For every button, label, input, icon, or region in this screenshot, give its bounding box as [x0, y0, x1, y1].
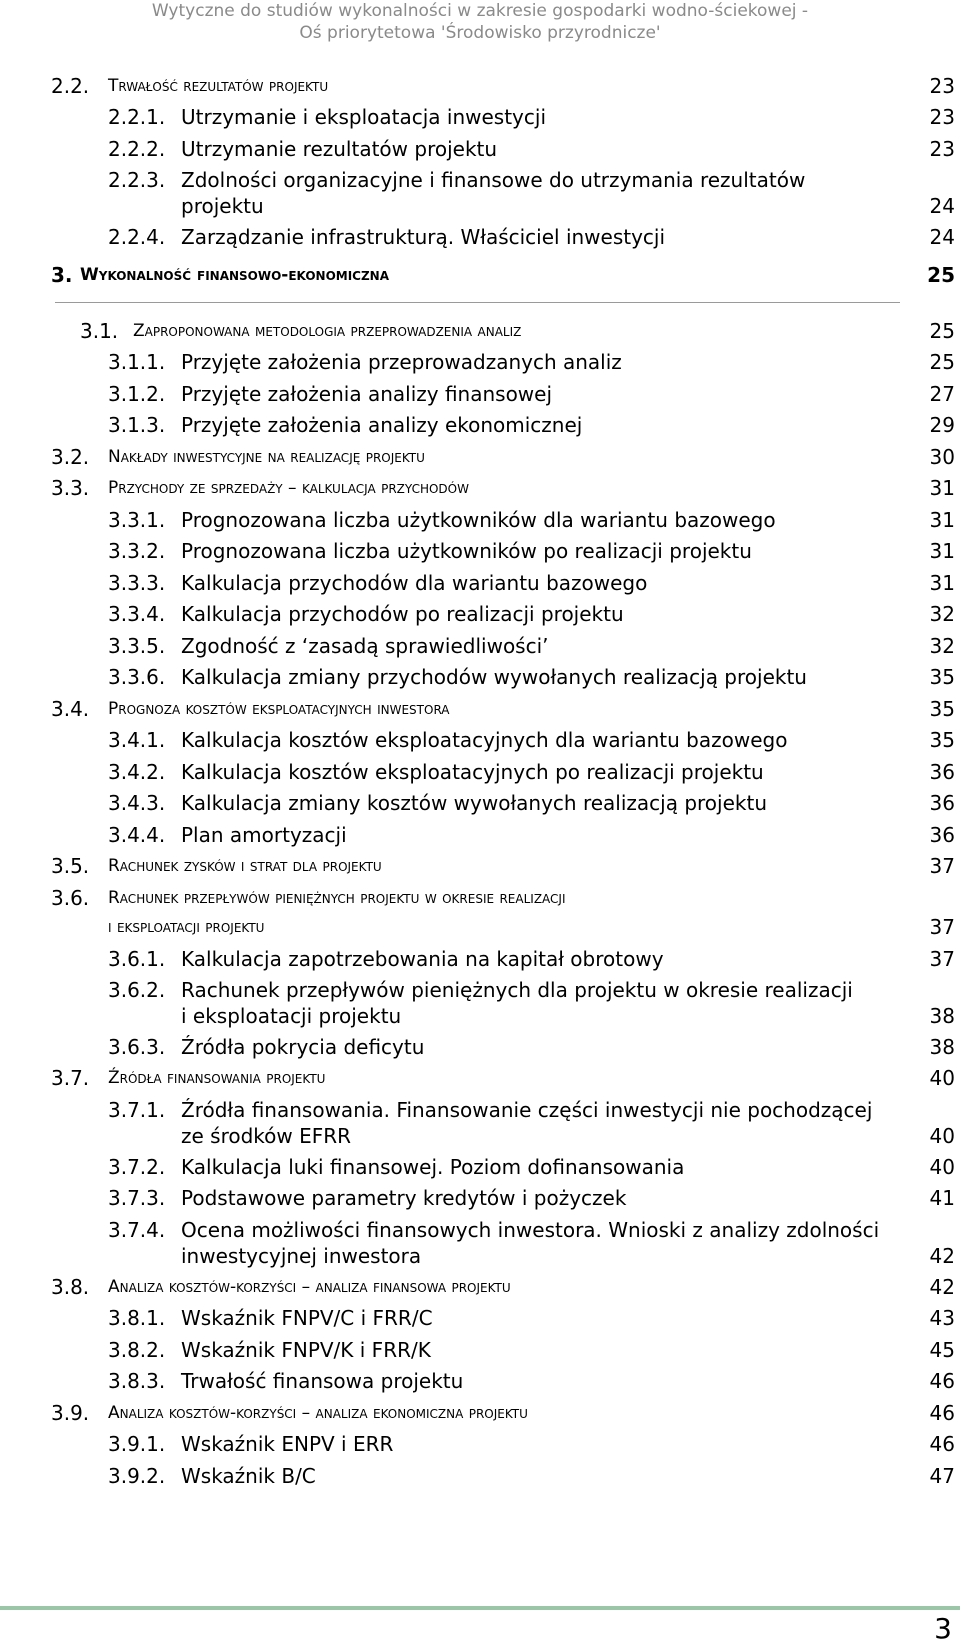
toc-entry-page: 24	[929, 225, 955, 249]
toc-entry-number: 3.3.2.	[108, 539, 166, 563]
toc-entry-page: 24	[929, 194, 955, 218]
toc-entry-title: Plan amortyzacji	[181, 823, 347, 847]
toc-entry-number: 3.7.3.	[108, 1186, 166, 1210]
toc-entry-number: 3.3.5.	[108, 634, 166, 658]
toc-entry-number: 3.7.4.	[108, 1218, 166, 1242]
toc-entry-title: Podstawowe parametry kredytów i pożyczek	[181, 1186, 627, 1210]
toc-entry-page: 43	[929, 1306, 955, 1330]
toc-entry-page: 38	[929, 1035, 955, 1059]
toc-entry-number: 2.2.1.	[108, 105, 166, 129]
toc-entry-number: 3.8.1.	[108, 1306, 166, 1330]
toc-entry-page: 36	[929, 760, 955, 784]
toc-entry-number: 3.7.	[51, 1066, 90, 1090]
toc-entry-page: 31	[929, 571, 955, 595]
toc-entry-page: 37	[929, 854, 955, 878]
toc-entry-number: 3.9.2.	[108, 1464, 166, 1488]
toc-entry-title: Wskaźnik FNPV/K i FRR/K	[181, 1338, 431, 1362]
toc-entry-title-continued: inwestycyjnej inwestora	[181, 1244, 422, 1268]
toc-entry-title: Wskaźnik FNPV/C i FRR/C	[181, 1306, 433, 1330]
toc-entry-page: 29	[929, 413, 955, 437]
toc-entry-page: 46	[929, 1432, 955, 1456]
toc-entry-number: 3.3.4.	[108, 602, 166, 626]
toc-entry-number: 3.1.1.	[108, 350, 166, 374]
toc-entry-page: 25	[929, 319, 955, 343]
toc-entry-number: 3.8.3.	[108, 1369, 166, 1393]
toc-entry-title: Zarządzanie infrastrukturą. Właściciel inwestycji	[181, 225, 666, 249]
toc-entry-title: Kalkulacja kosztów eksploatacyjnych po realizacji projektu	[181, 760, 764, 784]
page-number: 3	[934, 1612, 952, 1645]
toc-entry-page: 30	[929, 445, 955, 469]
toc-entry-title: Trwałość rezultatów projektu	[108, 76, 329, 96]
toc-entry-title: Trwałość finansowa projektu	[181, 1369, 464, 1393]
toc-entry-number: 3.1.2.	[108, 382, 166, 406]
toc-entry-title: Zgodność z ‘zasadą sprawiedliwości’	[181, 634, 549, 658]
toc-entry-page: 23	[929, 105, 955, 129]
toc-entry-title: Kalkulacja przychodów po realizacji projektu	[181, 602, 624, 626]
toc-entry-title-continued: i eksploatacji projektu	[108, 917, 265, 937]
toc-entry-page: 37	[929, 947, 955, 971]
toc-entry-number: 3.8.2.	[108, 1338, 166, 1362]
toc-entry-page: 36	[929, 823, 955, 847]
toc-entry-title: Rachunek przepływów pieniężnych projektu w okresie realizacji	[108, 888, 566, 908]
toc-entry-title: Wskaźnik ENPV i ERR	[181, 1432, 394, 1456]
toc-entry-title: Utrzymanie i eksploatacja inwestycji	[181, 105, 546, 129]
toc-entry-number: 3.6.2.	[108, 978, 166, 1002]
toc-entry-title: Rachunek zysków i strat dla projektu	[108, 856, 382, 876]
footer-divider	[0, 1606, 960, 1610]
toc-entry-page: 41	[929, 1186, 955, 1210]
toc-entry-number: 2.2.	[51, 74, 90, 98]
toc-entry-title: Przyjęte założenia analizy ekonomicznej	[181, 413, 583, 437]
toc-entry-title: Utrzymanie rezultatów projektu	[181, 137, 498, 161]
toc-entry-page: 36	[929, 791, 955, 815]
toc-entry-title: Wykonalność finansowo-ekonomiczna	[80, 265, 390, 285]
toc-entry-page: 37	[929, 915, 955, 939]
header-line-2: Oś priorytetowa 'Środowisko przyrodnicze'	[299, 23, 661, 43]
toc-entry-page: 40	[929, 1066, 955, 1090]
toc-entry-page: 31	[929, 539, 955, 563]
toc-entry-number: 3.8.	[51, 1275, 90, 1299]
toc-entry-number: 3.3.	[51, 476, 90, 500]
toc-entry-number: 3.4.1.	[108, 728, 166, 752]
toc-entry-title: Źródła finansowania. Finansowanie części inwestycji nie pochodzącej	[181, 1098, 873, 1122]
toc-entry-title: Prognoza kosztów eksploatacyjnych inwestora	[108, 699, 450, 719]
toc-entry-title-continued: ze środków EFRR	[181, 1124, 352, 1148]
toc-entry-number: 3.4.	[51, 697, 90, 721]
toc-entry-title: Kalkulacja kosztów eksploatacyjnych dla wariantu bazowego	[181, 728, 788, 752]
toc-entry-number: 3.	[51, 263, 73, 287]
toc-entry-number: 3.3.1.	[108, 508, 166, 532]
toc-entry-page: 46	[929, 1369, 955, 1393]
toc-entry-title: Źródła finansowania projektu	[108, 1068, 326, 1088]
toc-entry-title-continued: i eksploatacji projektu	[181, 1004, 402, 1028]
toc-entry-number: 3.3.3.	[108, 571, 166, 595]
toc-entry-title: Rachunek przepływów pieniężnych dla projektu w okresie realizacji	[181, 978, 853, 1002]
toc-entry-page: 35	[929, 697, 955, 721]
toc-entry-page: 31	[929, 476, 955, 500]
toc-entry-title: Nakłady inwestycyjne na realizację projektu	[108, 447, 425, 467]
toc-entry-number: 3.9.	[51, 1401, 90, 1425]
toc-entry-number: 3.7.1.	[108, 1098, 166, 1122]
toc-entry-page: 27	[929, 382, 955, 406]
header-line-1: Wytyczne do studiów wykonalności w zakresie gospodarki wodno-ściekowej -	[151, 1, 809, 21]
toc-entry-title: Analiza kosztów-korzyści – analiza ekonomiczna projektu	[108, 1403, 528, 1423]
toc-entry-page: 31	[929, 508, 955, 532]
toc-entry-title: Kalkulacja przychodów dla wariantu bazowego	[181, 571, 648, 595]
toc-entry-number: 3.7.2.	[108, 1155, 166, 1179]
toc-entry-page: 32	[929, 634, 955, 658]
toc-entry-number: 3.4.4.	[108, 823, 166, 847]
toc-entry-number: 3.4.3.	[108, 791, 166, 815]
toc-entry-title: Kalkulacja zmiany przychodów wywołanych realizacją projektu	[181, 665, 807, 689]
toc-entry-page: 40	[929, 1155, 955, 1179]
toc-entry-number: 3.1.	[80, 319, 119, 343]
toc-entry-title: Źródła pokrycia deficytu	[181, 1035, 425, 1059]
toc-entry-title: Przyjęte założenia analizy finansowej	[181, 382, 553, 406]
toc-entry-title: Kalkulacja zapotrzebowania na kapitał obrotowy	[181, 947, 664, 971]
toc-entry-number: 3.4.2.	[108, 760, 166, 784]
toc-entry-number: 3.2.	[51, 445, 90, 469]
toc-entry-title: Prognozowana liczba użytkowników po realizacji projektu	[181, 539, 752, 563]
toc-entry-number: 2.2.3.	[108, 168, 166, 192]
toc-entry-title: Zaproponowana metodologia przeprowadzenia analiz	[133, 321, 522, 341]
running-header	[0, 0, 960, 44]
toc-entry-page: 45	[929, 1338, 955, 1362]
toc-entry-title: Przyjęte założenia przeprowadzanych analiz	[181, 350, 622, 374]
toc-entry-page: 23	[929, 74, 955, 98]
toc-entry-number: 3.1.3.	[108, 413, 166, 437]
toc-entry-page: 42	[929, 1275, 955, 1299]
toc-entry-number: 2.2.2.	[108, 137, 166, 161]
toc-entry-title: Wskaźnik B/C	[181, 1464, 316, 1488]
toc-entry-title: Ocena możliwości finansowych inwestora. Wnioski z analizy zdolności	[181, 1218, 880, 1242]
toc-entry-number: 3.6.1.	[108, 947, 166, 971]
chapter-divider	[55, 302, 900, 303]
toc-entry-number: 3.9.1.	[108, 1432, 166, 1456]
toc-entry-page: 23	[929, 137, 955, 161]
toc-entry-number: 3.3.6.	[108, 665, 166, 689]
toc-entry-page: 32	[929, 602, 955, 626]
toc-entry-title: Zdolności organizacyjne i finansowe do utrzymania rezultatów	[181, 168, 806, 192]
toc-entry-title: Analiza kosztów-korzyści – analiza finansowa projektu	[108, 1277, 511, 1297]
toc-entry-page: 42	[929, 1244, 955, 1268]
toc-entry-title: Prognozowana liczba użytkowników dla wariantu bazowego	[181, 508, 776, 532]
toc-entry-page: 35	[929, 728, 955, 752]
toc-entry-title-continued: projektu	[181, 194, 264, 218]
toc-entry-number: 2.2.4.	[108, 225, 166, 249]
toc-entry-page: 38	[929, 1004, 955, 1028]
toc-entry-page: 25	[929, 350, 955, 374]
toc-entry-title: Kalkulacja luki finansowej. Poziom dofinansowania	[181, 1155, 685, 1179]
toc-entry-title: Przychody ze sprzedaży – kalkulacja przychodów	[108, 478, 469, 498]
toc-entry-page: 35	[929, 665, 955, 689]
toc-entry-page: 47	[929, 1464, 955, 1488]
toc-entry-number: 3.5.	[51, 854, 90, 878]
toc-entry-title: Kalkulacja zmiany kosztów wywołanych realizacją projektu	[181, 791, 767, 815]
toc-entry-page: 46	[929, 1401, 955, 1425]
toc-entry-number: 3.6.	[51, 886, 90, 910]
toc-entry-number: 3.6.3.	[108, 1035, 166, 1059]
toc-entry-page: 40	[929, 1124, 955, 1148]
toc-entry-page: 25	[927, 263, 955, 287]
